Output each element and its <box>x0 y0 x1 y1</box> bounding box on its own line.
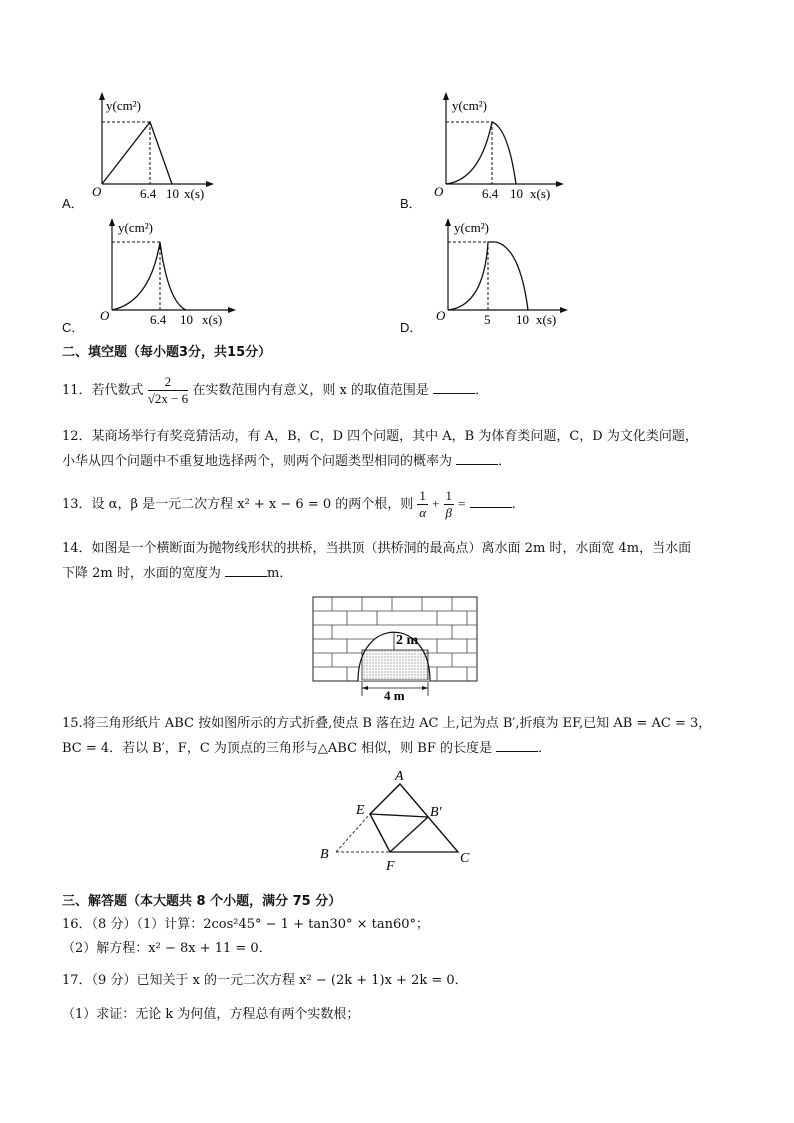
question-17-line1: 17．（9 分）已知关于 x 的一元二次方程 x² − (2k + 1)x + 2k = 0． <box>62 973 468 988</box>
graph-b-svg <box>400 88 580 212</box>
origin-label: O <box>100 308 110 323</box>
graph-a-svg <box>62 88 232 212</box>
graph-d-svg <box>400 214 580 338</box>
graph-option-b <box>400 88 580 212</box>
q11-end: ． <box>475 383 489 398</box>
q13-f2-denominator: β <box>445 505 453 520</box>
q12-end: ． <box>498 454 512 469</box>
q11-prefix: 11．若代数式 <box>62 383 144 398</box>
tick-label: 6.4 <box>150 312 167 327</box>
option-label: C． <box>62 320 85 335</box>
vertex-label-a: A <box>395 769 404 784</box>
option-label: A． <box>62 196 84 211</box>
q13-equals: = <box>458 496 466 511</box>
q11-numerator: 2 <box>148 374 188 391</box>
vertex-label-e: E <box>356 803 365 818</box>
tick-label: 10 <box>166 186 179 201</box>
answer-blank[interactable] <box>496 739 538 752</box>
graph-c-svg <box>62 214 242 338</box>
question-13 <box>62 488 525 521</box>
origin-label: O <box>436 308 446 323</box>
tick-label: 5 <box>484 312 491 327</box>
vertex-label-f: F <box>386 859 395 874</box>
q12-text: 小华从四个问题中不重复地选择两个，则两个问题类型相同的概率为 <box>62 454 453 469</box>
q11-suffix: 在实数范围内有意义，则 x 的取值范围是 <box>192 383 429 398</box>
y-axis-label: y(cm²) <box>106 98 141 113</box>
x-axis-label: x(s) <box>184 186 205 201</box>
tick-label: 10 <box>516 312 529 327</box>
question-15-line2 <box>62 738 551 760</box>
y-axis-label: y(cm²) <box>452 98 487 113</box>
q15-text: BC = 4．若以 B′，F，C 为顶点的三角形与△ABC 相似，则 BF 的长度是 <box>62 741 493 756</box>
answer-blank[interactable] <box>456 452 498 465</box>
q13-fraction-1 <box>417 488 428 521</box>
x-axis-label: x(s) <box>202 312 223 327</box>
question-11 <box>62 374 488 407</box>
q11-fraction <box>148 374 188 407</box>
graph-option-c <box>62 214 242 338</box>
question-14-line1: 14．如图是一个横断面为抛物线形状的拱桥，当拱顶（拱桥洞的最高点）离水面 2m 时，水面宽 4m，当水面 <box>62 541 692 556</box>
question-17-line2: （1）求证：无论 k 为何值，方程总有两个实数根； <box>62 1007 360 1022</box>
q11-denominator: √2x − 6 <box>147 391 189 406</box>
option-label: B． <box>400 196 422 211</box>
q13-f1-numerator: 1 <box>419 488 426 503</box>
q13-end: ． <box>511 497 525 512</box>
section-title: 二、填空题（每小题3分，共15分） <box>62 345 272 360</box>
tick-label: 6.4 <box>140 186 157 201</box>
answer-blank[interactable] <box>225 564 267 577</box>
origin-label: O <box>92 184 102 199</box>
graph-option-a <box>62 88 232 212</box>
tick-label: 10 <box>510 186 523 201</box>
q13-fraction-2 <box>444 488 455 521</box>
y-axis-label: y(cm²) <box>454 220 489 235</box>
question-15-line1: 15.将三角形纸片 ABC 按如图所示的方式折叠,使点 B 落在边 AC 上,记为点 B′,折痕为 EF,已知 AB = AC = 3， <box>62 716 712 731</box>
q14-end: m． <box>267 566 293 581</box>
triangle-fold-figure <box>312 766 482 882</box>
q13-f1-denominator: α <box>419 505 427 520</box>
answer-blank[interactable] <box>433 381 475 394</box>
q11-radicand: 2x − 6 <box>154 391 189 406</box>
answer-blank[interactable] <box>470 495 512 508</box>
vertex-label-b-prime: B′ <box>430 805 442 820</box>
arch-bridge-svg <box>312 596 480 704</box>
question-12-line1: 12．某商场举行有奖竞猜活动，有 A，B，C，D 四个问题，其中 A，B 为体育类问题，C，D 为文化类问题， <box>62 429 698 444</box>
q13-plus: + <box>432 496 440 511</box>
x-axis-label: x(s) <box>536 312 557 327</box>
water-width-label: 4 m <box>384 688 405 703</box>
question-12-line2 <box>62 451 511 473</box>
q13-f2-numerator: 1 <box>445 488 453 503</box>
triangle-fold-svg <box>312 766 482 878</box>
q13-prefix: 13．设 α，β 是一元二次方程 x² + x − 6 = 0 的两个根，则 <box>62 497 414 512</box>
arch-bridge-figure <box>312 596 480 708</box>
x-axis-label: x(s) <box>530 186 551 201</box>
question-16-line2: （2）解方程：x² − 8x + 11 = 0． <box>62 941 272 956</box>
tick-label: 6.4 <box>482 186 499 201</box>
arch-height-label: 2 m <box>396 633 419 648</box>
graph-option-d <box>400 214 580 338</box>
question-14-line2 <box>62 563 292 585</box>
q15-end: ． <box>538 741 552 756</box>
section-title: 三、解答题（本大题共 8 个小题，满分 75 分） <box>62 894 342 909</box>
y-axis-label: y(cm²) <box>118 220 153 235</box>
origin-label: O <box>434 184 444 199</box>
vertex-label-c: C <box>460 851 470 866</box>
vertex-label-b: B <box>320 847 329 862</box>
tick-label: 10 <box>180 312 193 327</box>
question-16-line1: 16．（8 分）（1）计算：2cos²45° − 1 + tan30° × tan60°； <box>62 917 430 932</box>
q14-text: 下降 2m 时，水面的宽度为 <box>62 566 221 581</box>
option-label: D． <box>400 320 423 335</box>
